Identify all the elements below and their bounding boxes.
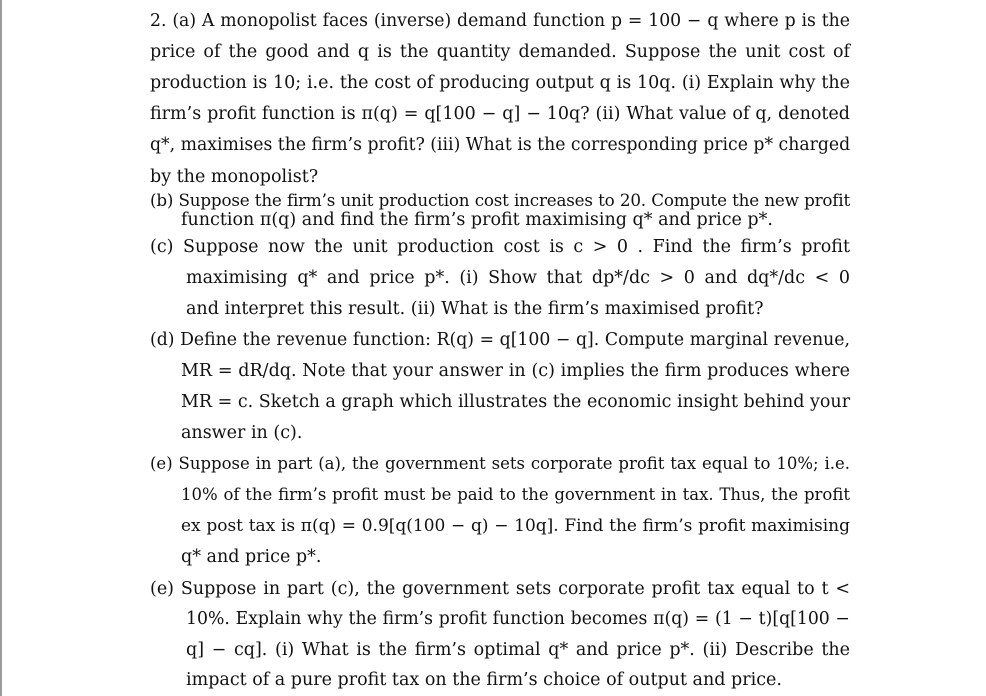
text-line: firm’s profit function is π(q) = q[100 − q] − 10q? (ii) What value of q, denoted	[150, 104, 850, 124]
text-line: (e) Suppose in part (c), the government sets corporate profit tax equal to t <	[150, 579, 850, 599]
text-line: q] − cq]. (i) What is the firm’s optimal q* and price p*. (ii) Describe the	[186, 640, 850, 660]
text-line: function π(q) and find the firm’s profit maximising q* and price p*.	[181, 210, 773, 230]
text-line: 10%. Explain why the firm’s profit function becomes π(q) = (1 − t)[q[100 −	[186, 609, 850, 629]
text-line: (e) Suppose in part (a), the government sets corporate profit tax equal to 10%; i.e.	[150, 454, 850, 473]
text-line: (c) Suppose now the unit production cost is c > 0 . Find the firm’s profit	[150, 237, 850, 257]
text-line: and interpret this result. (ii) What is the firm’s maximised profit?	[186, 299, 764, 319]
text-line: q* and price p*.	[181, 547, 322, 567]
text-line: 10% of the firm’s profit must be paid to the government in tax. Thus, the profit	[181, 485, 850, 504]
text-line: 2. (a) A monopolist faces (inverse) demand function p = 100 − q where p is the	[150, 11, 850, 31]
text-line: (d) Define the revenue function: R(q) = q[100 − q]. Compute marginal revenue,	[150, 330, 850, 350]
text-line: ex post tax is π(q) = 0.9[q(100 − q) − 10q]. Find the firm’s profit maximising	[181, 516, 850, 536]
text-line: price of the good and q is the quantity demanded. Suppose the unit cost of	[150, 42, 850, 62]
text-line: answer in (c).	[181, 423, 303, 443]
text-line: MR = dR/dq. Note that your answer in (c) implies the firm produces where	[181, 361, 850, 381]
text-line: maximising q* and price p*. (i) Show that dp*/dc > 0 and dq*/dc < 0	[186, 268, 850, 288]
text-line: impact of a pure profit tax on the firm’s choice of output and price.	[186, 670, 782, 690]
text-line: MR = c. Sketch a graph which illustrates the economic insight behind your	[181, 392, 851, 412]
text-line: q*, maximises the firm’s profit? (iii) What is the corresponding price p* charged	[150, 135, 851, 155]
text-line: production is 10; i.e. the cost of producing output q is 10q. (i) Explain why the	[150, 73, 850, 93]
text-line: (b) Suppose the firm’s unit production cost increases to 20. Compute the new profit	[150, 190, 850, 210]
text-line: by the monopolist?	[150, 167, 319, 187]
